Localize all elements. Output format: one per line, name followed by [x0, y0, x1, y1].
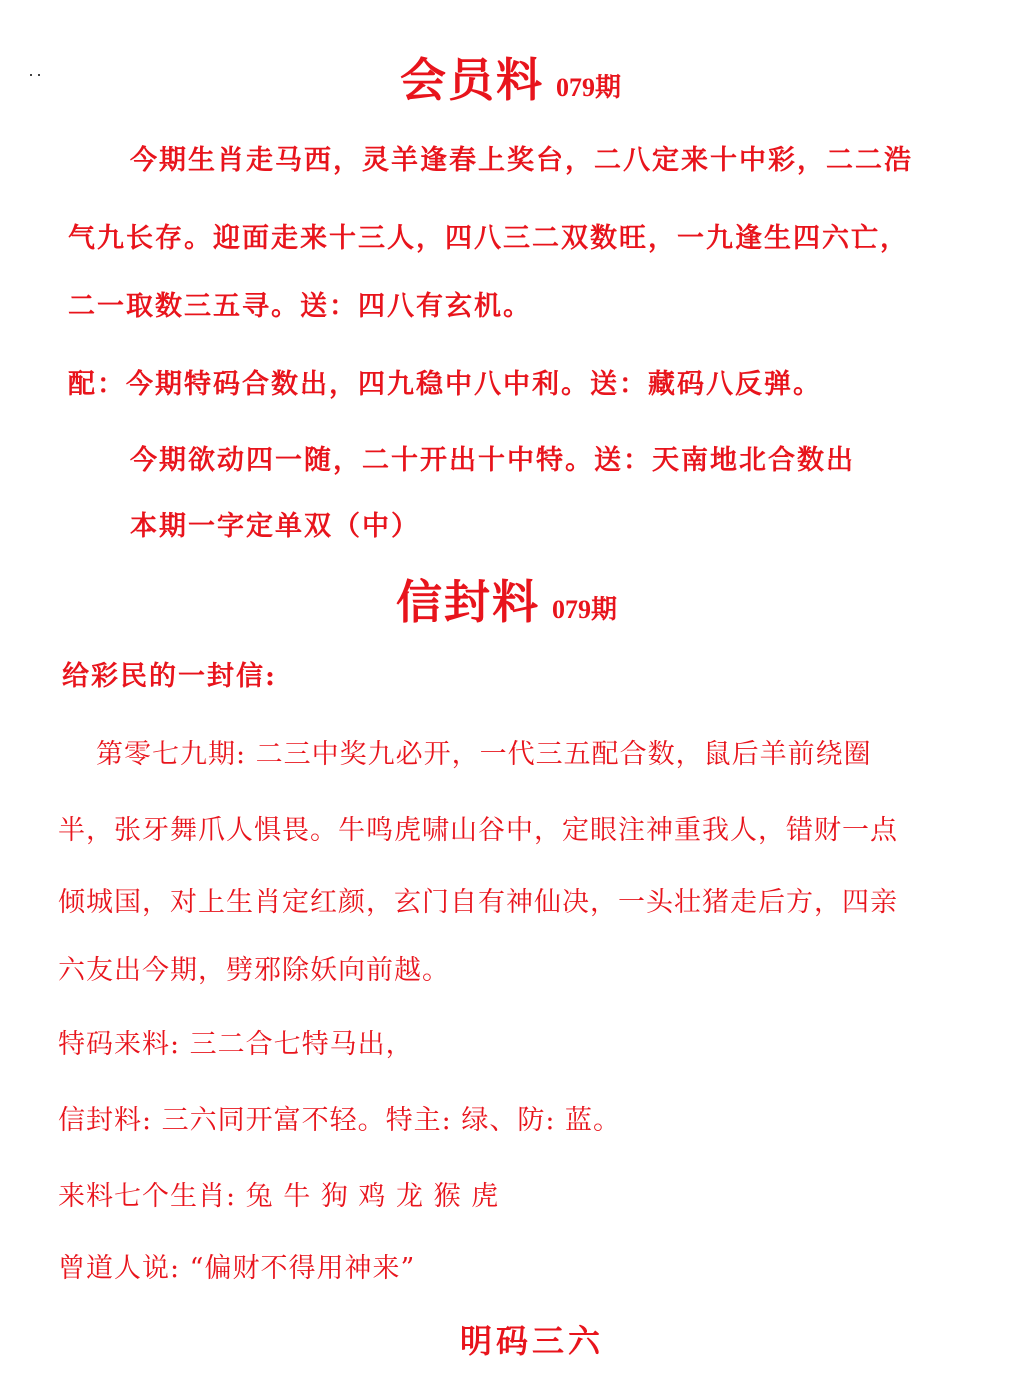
member-pei-line: 配：今期特码合数出，四九稳中八中利。送：藏码八反弹。 [68, 369, 822, 400]
member-title: 会员料 [400, 53, 544, 107]
member-paragraph-line-2: 气九长存。迎面走来十三人，四八三二双数旺，一九逢生四六亡， [68, 223, 909, 254]
letter-paragraph-line-3: 倾城国，对上生肖定红颜，玄门自有神仙决，一头壮猪走后方，四亲 [58, 887, 898, 918]
letter-greeting: 给彩民的一封信: [62, 661, 277, 692]
member-paragraph-line-1: 今期生肖走马西，灵羊逢春上奖台，二八定来十中彩，二二浩 [130, 145, 913, 176]
letter-header [396, 566, 617, 632]
scan-speck [30, 74, 32, 76]
letter-title: 信封料 [396, 575, 540, 629]
member-paragraph-line-3: 二一取数三五寻。送：四八有玄机。 [68, 291, 532, 322]
member-header [400, 44, 621, 110]
letter-paragraph-line-1: 第零七九期: 二三中奖九必开，一代三五配合数，鼠后羊前绕圈 [96, 739, 872, 770]
letter-paragraph-line-2: 半，张牙舞爪人惧畏。牛鸣虎啸山谷中，定眼注神重我人，错财一点 [58, 815, 898, 846]
letter-paragraph-line-4: 六友出今期，劈邪除妖向前越。 [58, 955, 450, 986]
member-line-3: 本期一字定单双（中） [130, 511, 420, 542]
letter-saying: 曾道人说: “偏财不得用神来” [58, 1253, 416, 1284]
letter-zodiac: 来料七个生肖: 兔 牛 狗 鸡 龙 猴 虎 [58, 1181, 500, 1212]
member-line-2: 今期欲动四一随，二十开出十中特。送：天南地北合数出 [130, 445, 855, 476]
letter-issue: 079期 [552, 595, 618, 624]
member-issue: 079期 [556, 73, 622, 102]
letter-envelope: 信封料: 三六同开富不轻。特主: 绿、防: 蓝。 [58, 1105, 622, 1136]
scan-speck [38, 74, 40, 76]
letter-special-code: 特码来料: 三二合七特马出， [58, 1029, 414, 1060]
bottom-note: 明码三六 [460, 1322, 605, 1360]
